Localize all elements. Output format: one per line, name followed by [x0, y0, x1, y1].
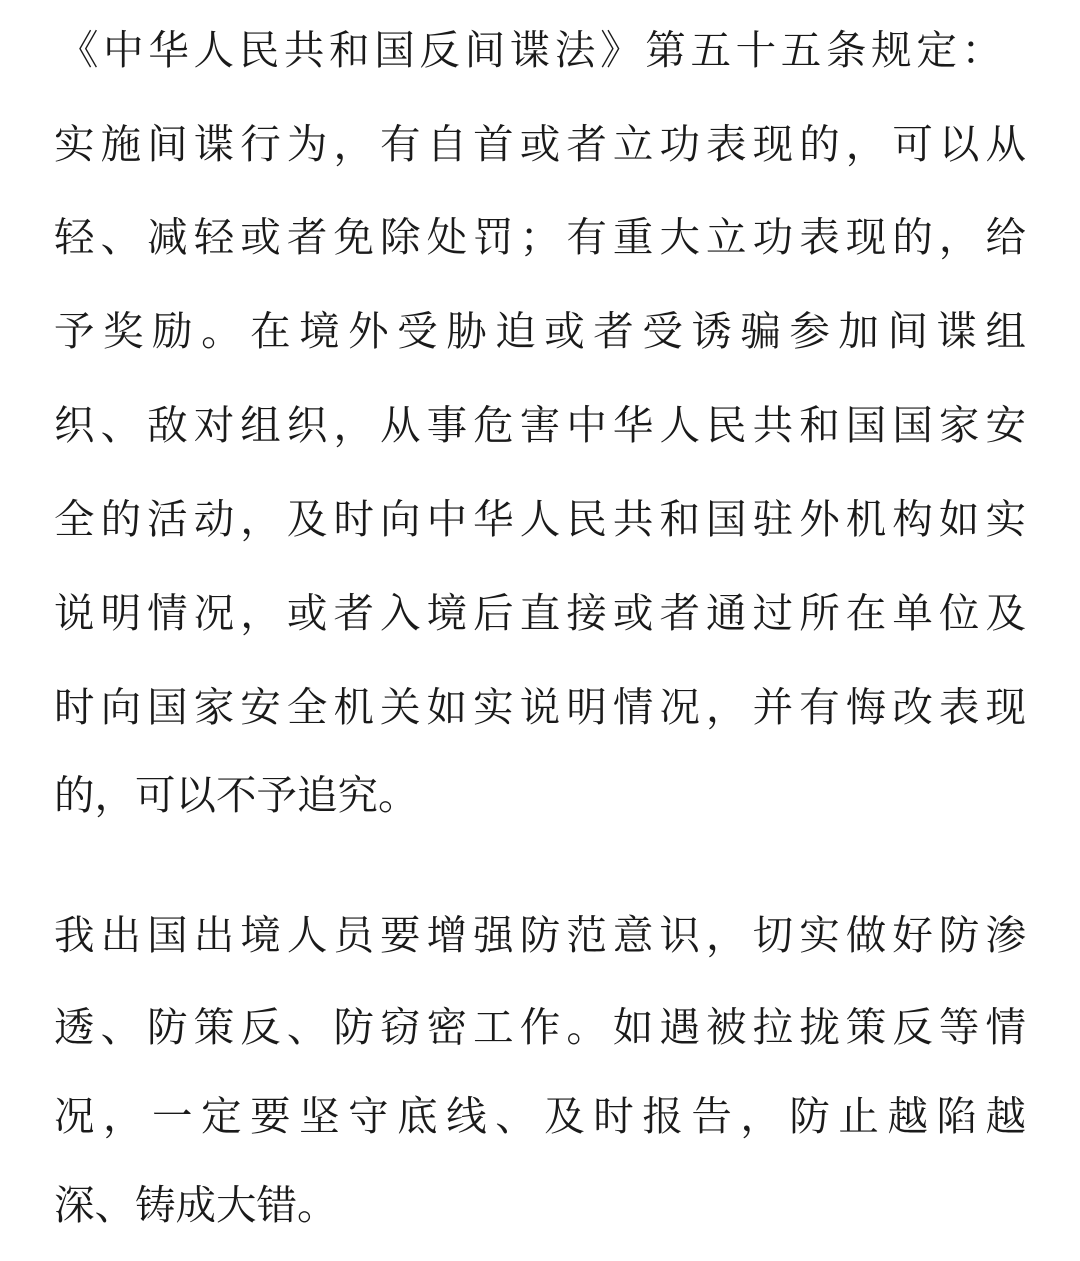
text-line: 况，一定要坚守底线、及时报告，防止越陷越 [54, 1092, 1035, 1140]
text-line: 我出国出境人员要增强防范意识，切实做好防渗 [54, 911, 1033, 959]
text-line: 予奖励。在境外受胁迫或者受诱骗参加间谍组 [54, 307, 1035, 355]
text-line: 实施间谍行为，有自首或者立功表现的，可以从 [54, 120, 1033, 168]
text-line: 透、防策反、防窃密工作。如遇被拉拢策反等情 [54, 1003, 1033, 1051]
text-line: 说明情况，或者入境后直接或者通过所在单位及 [54, 589, 1033, 637]
text-line: 深、铸成大错。 [54, 1181, 338, 1229]
text-line: 全的活动，及时向中华人民共和国驻外机构如实 [54, 495, 1033, 543]
text-line: 织、敌对组织，从事危害中华人民共和国国家安 [54, 401, 1033, 449]
text-line: 时向国家安全机关如实说明情况，并有悔改表现 [54, 683, 1033, 731]
text-line: 《中华人民共和国反间谍法》第五十五条规定： [58, 26, 1007, 74]
text-line: 的，可以不予追究。 [54, 771, 419, 819]
text-line: 轻、减轻或者免除处罚；有重大立功表现的，给 [54, 213, 1033, 261]
